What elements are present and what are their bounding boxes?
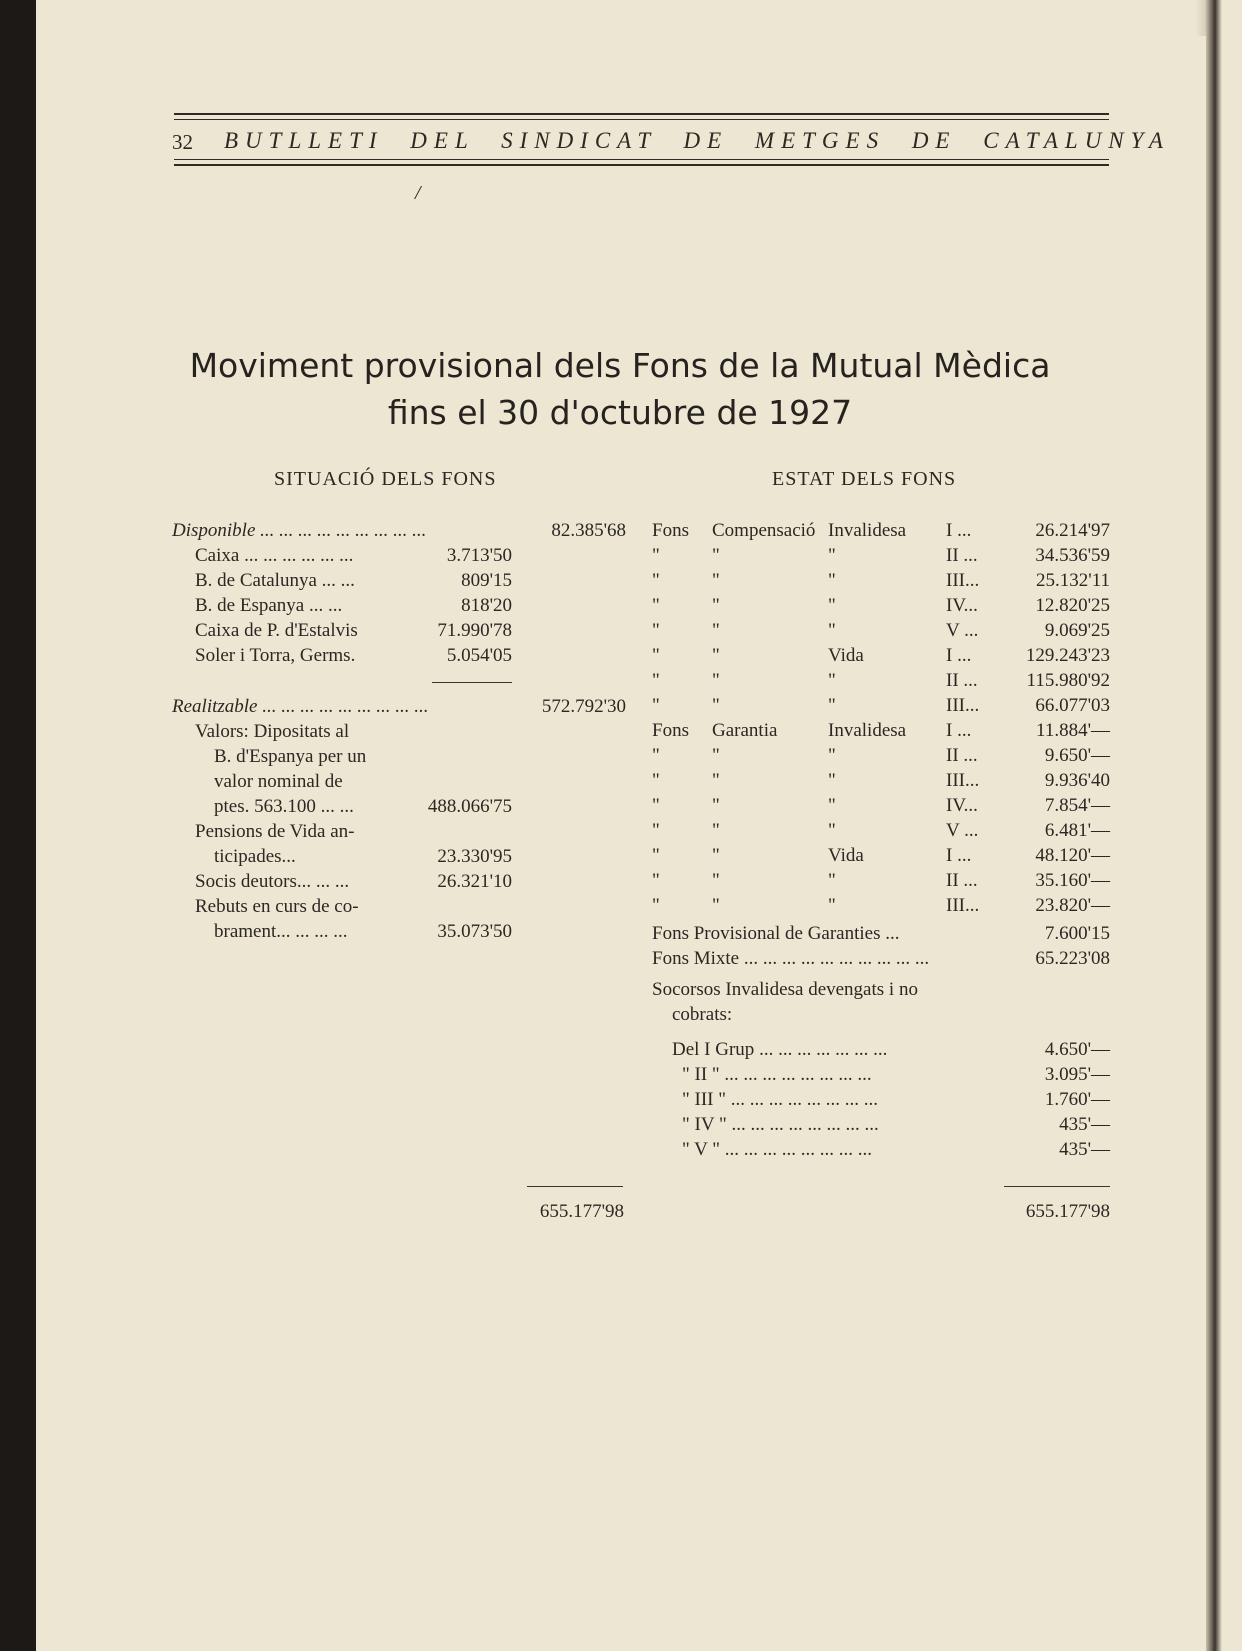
fund-row-c3: " (828, 570, 836, 591)
pensions-line-2: ticipades... (214, 846, 296, 867)
subtotal-rule-1 (432, 682, 512, 683)
fund-row-c3: " (828, 620, 836, 641)
fund-row-c2: " (712, 770, 720, 791)
fund-row-amount: 48.120'— (1035, 845, 1110, 866)
left-column-heading: SITUACIÓ DELS FONS (274, 468, 497, 490)
fund-row-c4: III... (946, 770, 980, 791)
grup-label: " V " ... ... ... ... ... ... ... ... (682, 1139, 873, 1160)
fund-row-c2: " (712, 895, 720, 916)
fund-row-c4: III... (946, 895, 980, 916)
fund-row-c2: " (712, 795, 720, 816)
fund-row-c4: I ... (946, 520, 972, 541)
fund-row-amount: 115.980'92 (1026, 670, 1110, 691)
fund-row-c2: " (712, 595, 720, 616)
fund-row-c3: " (828, 895, 836, 916)
stray-mark: / (415, 182, 421, 204)
page-number: 32 (172, 130, 193, 154)
valors-line-1: Valors: Dipositats al (195, 721, 350, 742)
fund-row-c1: Fons (652, 720, 689, 741)
mixte-label: Fons Mixte ... ... ... ... ... ... ... ... ... ... (652, 948, 930, 969)
mixte-amount: 65.223'08 (1035, 948, 1110, 969)
fund-row-c2: " (712, 670, 720, 691)
fund-row-amount: 26.214'97 (1035, 520, 1110, 541)
grup-amount: 435'— (1059, 1139, 1110, 1160)
fund-row-amount: 12.820'25 (1035, 595, 1110, 616)
valors-line-4: ptes. 563.100 ... ... (214, 796, 354, 817)
fund-row-amount: 25.132'11 (1036, 570, 1110, 591)
fund-row-c1: " (652, 570, 660, 591)
fund-row-c1: " (652, 820, 660, 841)
fund-row-c1: " (652, 620, 660, 641)
pensions-amount: 23.330'95 (437, 846, 512, 867)
rebuts-amount: 35.073'50 (437, 921, 512, 942)
rebuts-line-1: Rebuts en curs de co- (195, 896, 359, 917)
fund-row-c1: Fons (652, 520, 689, 541)
fund-row-c4: II ... (946, 545, 978, 566)
besp-amount: 818'20 (461, 595, 512, 616)
provisional-label: Fons Provisional de Garanties ... (652, 923, 900, 944)
fund-row-c4: II ... (946, 870, 978, 891)
caixa-amount: 3.713'50 (446, 545, 512, 566)
fund-row-c4: II ... (946, 745, 978, 766)
fund-row-c3: " (828, 820, 836, 841)
header-rule-bottom-1 (174, 159, 1109, 160)
journal-title: BUTLLETI DEL SINDICAT DE METGES DE CATALUNYA (224, 128, 1170, 153)
fund-row-c3: Vida (828, 645, 864, 666)
grup-label: Del I Grup ... ... ... ... ... ... ... (672, 1039, 888, 1060)
disponible-total: 82.385'68 (551, 520, 626, 541)
fund-row-c4: V ... (946, 820, 979, 841)
fund-row-c1: " (652, 745, 660, 766)
fund-row-c4: III... (946, 695, 980, 716)
fund-row-c2: " (712, 570, 720, 591)
grup-label: " III " ... ... ... ... ... ... ... ... (682, 1089, 878, 1110)
socis-label: Socis deutors... ... ... (195, 871, 350, 892)
fund-row-c3: " (828, 545, 836, 566)
fund-row-amount: 7.854'— (1044, 795, 1110, 816)
right-column-heading: ESTAT DELS FONS (772, 468, 957, 490)
fund-row-c4: II ... (946, 670, 978, 691)
fund-row-c2: " (712, 745, 720, 766)
fund-row-c2: Garantia (712, 720, 778, 741)
socorsos-line-2: cobrats: (672, 1004, 733, 1025)
realitzable-total: 572.792'30 (541, 696, 626, 717)
fund-row-amount: 6.481'— (1044, 820, 1110, 841)
fund-row-c1: " (652, 645, 660, 666)
fund-row-amount: 35.160'— (1035, 870, 1110, 891)
caixap-amount: 71.990'78 (437, 620, 512, 641)
fund-row-c3: " (828, 870, 836, 891)
fund-row-c3: " (828, 770, 836, 791)
grup-amount: 4.650'— (1044, 1039, 1110, 1060)
fund-row-c4: IV... (946, 595, 978, 616)
fund-row-c2: " (712, 695, 720, 716)
fund-row-c1: " (652, 845, 660, 866)
fund-row-c4: V ... (946, 620, 979, 641)
fund-row-c2: " (712, 620, 720, 641)
fund-row-c1: " (652, 895, 660, 916)
grup-label: " IV " ... ... ... ... ... ... ... ... (682, 1114, 879, 1135)
fund-row-c2: " (712, 645, 720, 666)
fund-row-amount: 9.069'25 (1044, 620, 1110, 641)
header-rule-top-2 (174, 119, 1109, 120)
fund-row-c2: " (712, 820, 720, 841)
caixa-label: Caixa ... ... ... ... ... ... (195, 545, 354, 566)
fund-row-c1: " (652, 870, 660, 891)
fund-row-amount: 9.650'— (1044, 745, 1110, 766)
rebuts-line-2: brament... ... ... ... (214, 921, 348, 942)
grup-label: " II " ... ... ... ... ... ... ... ... (682, 1064, 872, 1085)
header-rule-bottom-2 (174, 164, 1109, 166)
fund-row-amount: 34.536'59 (1035, 545, 1110, 566)
valors-amount: 488.066'75 (427, 796, 512, 817)
fund-row-amount: 66.077'03 (1035, 695, 1110, 716)
fund-row-c4: I ... (946, 845, 972, 866)
right-grand-total: 655.177'98 (1025, 1201, 1110, 1222)
fund-row-c4: IV... (946, 795, 978, 816)
fund-row-c1: " (652, 670, 660, 691)
socis-amount: 26.321'10 (437, 871, 512, 892)
fund-row-c2: Compensació (712, 520, 816, 541)
header-rule-top-1 (174, 113, 1109, 115)
valors-line-3: valor nominal de (214, 771, 343, 792)
fund-row-c3: " (828, 595, 836, 616)
fund-row-c4: I ... (946, 720, 972, 741)
grup-amount: 1.760'— (1044, 1089, 1110, 1110)
fund-row-amount: 23.820'— (1035, 895, 1110, 916)
page-title-line-2: fins el 30 d'octubre de 1927 (387, 393, 853, 432)
fund-row-c1: " (652, 770, 660, 791)
fund-row-c2: " (712, 845, 720, 866)
caixap-label: Caixa de P. d'Estalvis (195, 620, 358, 641)
disponible-label: Disponible ... ... ... ... ... ... ... ... ... (172, 520, 427, 541)
running-header (172, 127, 1170, 161)
page-title-line-1: Moviment provisional dels Fons de la Mutual Mèdica (189, 346, 1051, 385)
fund-row-c1: " (652, 695, 660, 716)
grup-amount: 435'— (1059, 1114, 1110, 1135)
fund-row-c2: " (712, 545, 720, 566)
realitzable-label: Realitzable ... ... ... ... ... ... ... ... ... (172, 696, 429, 717)
fund-row-c3: " (828, 695, 836, 716)
fund-row-amount: 9.936'40 (1044, 770, 1110, 791)
soler-amount: 5.054'05 (446, 645, 512, 666)
fund-row-c4: I ... (946, 645, 972, 666)
left-total-rule (527, 1186, 623, 1187)
provisional-amount: 7.600'15 (1044, 923, 1110, 944)
valors-line-2: B. d'Espanya per un (214, 746, 367, 767)
fund-row-c3: " (828, 745, 836, 766)
fund-row-c1: " (652, 595, 660, 616)
right-total-rule (1004, 1186, 1110, 1187)
fund-row-c3: Invalidesa (828, 720, 907, 741)
besp-label: B. de Espanya ... ... (195, 595, 343, 616)
fund-row-c3: Vida (828, 845, 864, 866)
fund-row-c2: " (712, 870, 720, 891)
fund-row-amount: 11.884'— (1036, 720, 1110, 741)
fund-row-c3: " (828, 670, 836, 691)
grup-amount: 3.095'— (1044, 1064, 1110, 1085)
fund-row-c1: " (652, 795, 660, 816)
fund-row-c3: " (828, 795, 836, 816)
left-grand-total: 655.177'98 (539, 1201, 624, 1222)
fund-row-c1: " (652, 545, 660, 566)
pensions-line-1: Pensions de Vida an- (195, 821, 355, 842)
fund-row-c3: Invalidesa (828, 520, 907, 541)
fund-row-c4: III... (946, 570, 980, 591)
socorsos-line-1: Socorsos Invalidesa devengats i no (652, 979, 918, 1000)
bcat-amount: 809'15 (461, 570, 512, 591)
soler-label: Soler i Torra, Germs. (195, 645, 356, 666)
bcat-label: B. de Catalunya ... ... (195, 570, 355, 591)
fund-row-amount: 129.243'23 (1025, 645, 1110, 666)
